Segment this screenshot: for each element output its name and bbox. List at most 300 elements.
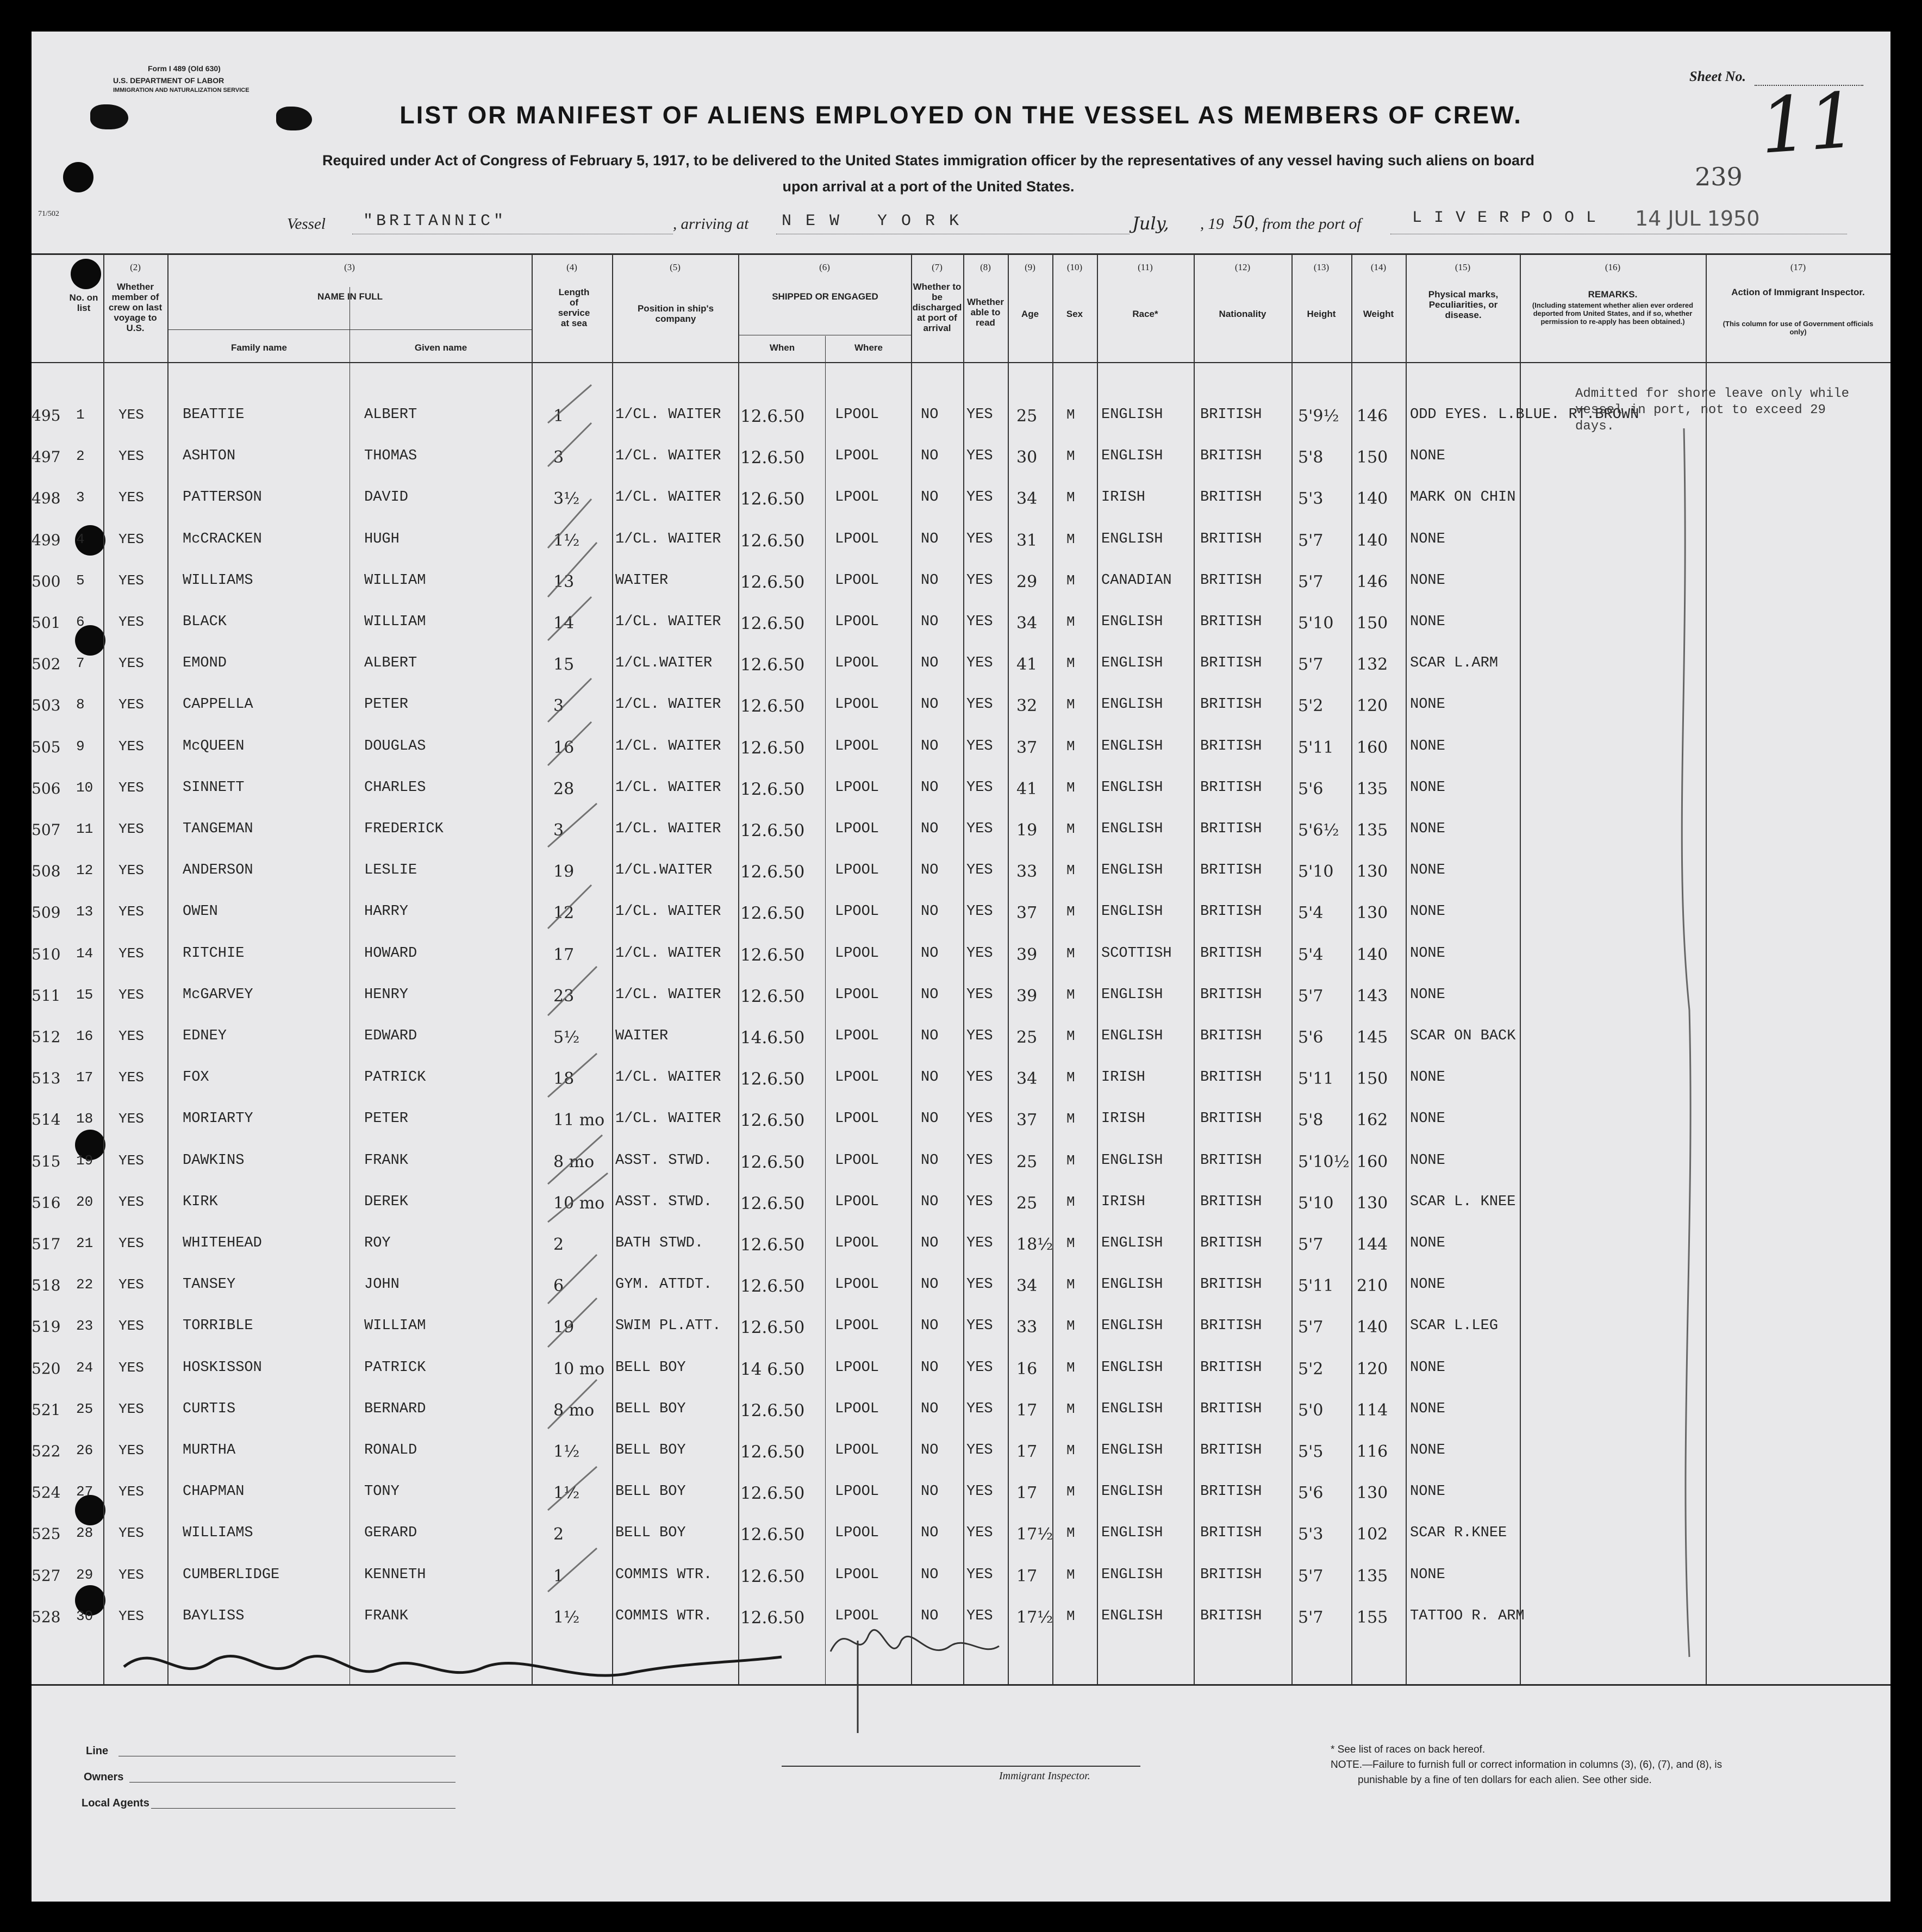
read-cell: YES [966,1235,993,1251]
prev-voyage-cell: YES [118,407,144,423]
weight-cell: 146 [1357,572,1388,591]
family-name-cell: CAPPELLA [183,696,253,713]
prev-voyage-cell: YES [118,1069,144,1086]
row-number: 11 [76,821,93,837]
discharge-cell: NO [921,821,939,837]
row-number: 17 [76,1069,93,1086]
prev-voyage-cell: YES [118,1276,144,1293]
nationality-cell: BRITISH [1200,1069,1262,1086]
family-name-cell: WILLIAMS [183,572,253,589]
height-cell: 5'4 [1298,945,1324,964]
race-cell: IRISH [1101,1069,1146,1086]
shipped-when-cell: 12.6.50 [740,1235,805,1255]
side-code: 71/502 [38,210,59,218]
weight-cell: 102 [1357,1525,1388,1544]
sex-cell: M [1066,738,1075,755]
read-cell: YES [966,738,993,755]
given-name-cell: DEREK [364,1194,409,1210]
service-tick [548,597,591,640]
subtitle-line-2: upon arrival at a port of the United States. [782,178,1075,195]
weight-cell: 130 [1357,862,1388,881]
row-number: 7 [76,655,85,671]
row-number: 30 [76,1608,93,1624]
row-number: 18 [76,1111,93,1127]
nationality-cell: BRITISH [1200,1484,1262,1500]
shipped-where-cell: LPOOL [835,1567,879,1583]
age-cell: 18½ [1016,1235,1053,1254]
prev-voyage-cell: YES [118,1028,144,1044]
weight-cell: 210 [1357,1276,1388,1295]
age-cell: 25 [1016,1194,1038,1213]
marks-cell: NONE [1410,738,1445,755]
row-number: 29 [76,1567,93,1583]
given-name-cell: THOMAS [364,448,417,464]
sex-cell: M [1066,1152,1075,1169]
service-cell: 3 [553,696,564,715]
col-head-remarks: REMARKS. [1588,289,1638,300]
race-cell: ENGLISH [1101,407,1163,423]
position-cell: 1/CL. WAITER [615,489,721,506]
position-cell: BELL BOY [615,1525,686,1541]
sheet-label: Sheet No. [1689,68,1746,84]
nationality-cell: BRITISH [1200,1152,1262,1169]
ref-number: 524 [32,1484,61,1501]
shipped-when-cell: 12.6.50 [740,1401,805,1420]
col-head-remarks-note: (Including statement whether alien ever ordered deported from United States, and if so, whether permission to re-apply has been obtained.) [1532,301,1694,326]
service-tick [548,1135,602,1184]
age-cell: 33 [1016,862,1038,881]
arrival-month: July, [1132,213,1169,234]
prev-voyage-cell: YES [118,1235,144,1251]
ref-number: 500 [32,572,61,590]
read-cell: YES [966,1194,993,1210]
service-cell: 15 [553,655,575,674]
position-cell: 1/CL. WAITER [615,1111,721,1127]
weight-cell: 130 [1357,903,1388,923]
read-cell: YES [966,1318,993,1334]
position-cell: COMMIS WTR. [615,1567,713,1583]
ref-number: 495 [32,407,61,425]
row-number: 1 [76,407,85,423]
ref-number: 520 [32,1360,61,1378]
position-cell: 1/CL. WAITER [615,614,721,630]
shipped-when-cell: 12.6.50 [740,489,805,509]
race-cell: ENGLISH [1101,738,1163,755]
service-cell: 1 [553,407,564,426]
age-cell: 17 [1016,1567,1038,1586]
service-cell: 14 [553,614,575,633]
given-name-cell: GERARD [364,1525,417,1541]
col-head-when: When [769,342,795,353]
remarks-note: Admitted for shore leave only while vessel in port, not to exceed 29 days. [1575,387,1850,434]
read-cell: YES [966,1608,993,1624]
given-name-cell: FRANK [364,1608,409,1624]
family-name-cell: CUMBERLIDGE [183,1567,280,1583]
prev-voyage-cell: YES [118,1525,144,1541]
shipped-where-cell: LPOOL [835,696,879,713]
prev-voyage-cell: YES [118,862,144,878]
prev-voyage-cell: YES [118,1484,144,1500]
weight-cell: 132 [1357,655,1388,674]
position-cell: 1/CL. WAITER [615,448,721,464]
position-cell: ASST. STWD. [615,1152,713,1169]
race-cell: ENGLISH [1101,821,1163,837]
vessel-name: "BRITANNIC" [363,212,507,230]
read-cell: YES [966,655,993,671]
row-number: 22 [76,1276,93,1293]
height-cell: 5'6 [1298,1028,1324,1047]
height-cell: 5'10 [1298,614,1334,633]
race-cell: ENGLISH [1101,987,1163,1003]
col-head-action-note: (This column for use of Government officials only) [1723,320,1874,336]
ref-number: 516 [32,1194,61,1212]
discharge-cell: NO [921,945,939,962]
shipped-where-cell: LPOOL [835,572,879,589]
col-head-service: Length of service at sea [558,287,590,328]
row-number: 13 [76,903,93,920]
height-cell: 5'6 [1298,1484,1324,1503]
height-cell: 5'9½ [1298,407,1339,426]
ref-number: 508 [32,862,61,880]
row-number: 28 [76,1525,93,1541]
service-tick [548,1255,597,1304]
family-name-cell: PATTERSON [183,489,262,506]
race-cell: ENGLISH [1101,1360,1163,1376]
read-cell: YES [966,903,993,920]
weight-cell: 155 [1357,1608,1388,1627]
marks-cell: NONE [1410,1276,1445,1293]
shipped-when-cell: 12.6.50 [740,1318,805,1337]
position-cell: 1/CL. WAITER [615,696,721,713]
age-cell: 17½ [1016,1608,1053,1627]
weight-cell: 150 [1357,614,1388,633]
nationality-cell: BRITISH [1200,1028,1262,1044]
age-cell: 17 [1016,1401,1038,1420]
shipped-where-cell: LPOOL [835,738,879,755]
discharge-cell: NO [921,738,939,755]
sex-cell: M [1066,1567,1075,1583]
race-cell: ENGLISH [1101,780,1163,796]
prev-voyage-cell: YES [118,489,144,506]
age-cell: 29 [1016,572,1038,591]
service-tick [548,543,597,597]
shipped-where-cell: LPOOL [835,780,879,796]
service-cell: 1½ [553,1608,580,1627]
discharge-cell: NO [921,1194,939,1210]
shipped-when-cell: 12.6.50 [740,903,805,923]
service: IMMIGRATION AND NATURALIZATION SERVICE [113,87,249,94]
manifest-sheet [32,32,1890,1902]
race-cell: ENGLISH [1101,1235,1163,1251]
weight-cell: 130 [1357,1194,1388,1213]
shipped-when-cell: 14.6.50 [740,1028,805,1048]
nationality-cell: BRITISH [1200,738,1262,755]
shipped-when-cell: 12.6.50 [740,407,805,426]
race-cell: ENGLISH [1101,1276,1163,1293]
height-cell: 5'7 [1298,531,1324,550]
ref-number: 501 [32,614,61,632]
height-cell: 5'7 [1298,1235,1324,1254]
race-cell: ENGLISH [1101,1567,1163,1583]
given-name-cell: HUGH [364,531,400,547]
read-cell: YES [966,489,993,506]
given-name-cell: ALBERT [364,407,417,423]
nationality-cell: BRITISH [1200,903,1262,920]
department: U.S. DEPARTMENT OF LABOR [113,76,224,85]
sex-cell: M [1066,407,1075,423]
discharge-cell: NO [921,903,939,920]
col-num-4: (4) [566,262,577,272]
discharge-cell: NO [921,1152,939,1169]
marks-cell: SCAR L.ARM [1410,655,1499,671]
family-name-cell: WHITEHEAD [183,1235,262,1251]
height-cell: 5'11 [1298,1069,1334,1088]
row-number: 14 [76,945,93,962]
shipped-where-cell: LPOOL [835,1111,879,1127]
ref-number: 518 [32,1276,61,1294]
family-name-cell: TANGEMAN [183,821,253,837]
discharge-cell: NO [921,1484,939,1500]
row-number: 27 [76,1484,93,1500]
position-cell: GYM. ATTDT. [615,1276,713,1293]
position-cell: 1/CL. WAITER [615,945,721,962]
ref-number: 521 [32,1401,61,1419]
age-cell: 17½ [1016,1525,1053,1544]
col-num-14: (14) [1370,262,1387,272]
sex-cell: M [1066,987,1075,1003]
sex-cell: M [1066,1276,1075,1293]
page-title: LIST OR MANIFEST OF ALIENS EMPLOYED ON THE VESSEL AS MEMBERS OF CREW. [400,101,1522,129]
shipped-when-cell: 12.6.50 [740,738,805,758]
service-tick [548,1298,597,1347]
discharge-cell: NO [921,1567,939,1583]
sex-cell: M [1066,614,1075,630]
age-cell: 34 [1016,489,1038,508]
age-cell: 19 [1016,821,1038,840]
row-number: 23 [76,1318,93,1334]
age-cell: 30 [1016,448,1038,467]
height-cell: 5'7 [1298,987,1324,1006]
shipped-when-cell: 12.6.50 [740,614,805,633]
marks-cell: NONE [1410,1484,1445,1500]
nationality-cell: BRITISH [1200,821,1262,837]
inspector-label: Immigrant Inspector. [999,1770,1090,1782]
position-cell: 1/CL. WAITER [615,738,721,755]
prev-voyage-cell: YES [118,1608,144,1624]
weight-cell: 150 [1357,448,1388,467]
ref-number: 517 [32,1235,61,1253]
service-cell: 1½ [553,1484,580,1503]
remarks-bracket-line [1682,428,1690,1657]
marks-cell: SCAR L.LEG [1410,1318,1499,1334]
height-cell: 5'0 [1298,1401,1324,1420]
nationality-cell: BRITISH [1200,1318,1262,1334]
prev-voyage-cell: YES [118,572,144,589]
marks-cell: MARK ON CHIN [1410,489,1516,506]
shipped-where-cell: LPOOL [835,531,879,547]
col-head-action: Action of Immigrant Inspector. [1731,287,1865,297]
col-head-given: Given name [414,342,467,353]
family-name-cell: CURTIS [183,1401,236,1417]
race-cell: IRISH [1101,489,1146,506]
shipped-when-cell: 12.6.50 [740,1525,805,1544]
nationality-cell: BRITISH [1200,572,1262,589]
service-cell: 1½ [553,531,580,550]
height-cell: 5'7 [1298,1318,1324,1337]
position-cell: WAITER [615,1028,669,1044]
family-name-cell: BLACK [183,614,227,630]
discharge-cell: NO [921,862,939,878]
read-cell: YES [966,572,993,589]
sex-cell: M [1066,1484,1075,1500]
prev-voyage-cell: YES [118,1111,144,1127]
service-cell: 1½ [553,1442,580,1461]
family-name-cell: BEATTIE [183,407,245,423]
service-cell: 1 [553,1567,564,1586]
nationality-cell: BRITISH [1200,1442,1262,1459]
service-cell: 8 mo [553,1152,595,1171]
sex-cell: M [1066,1111,1075,1127]
discharge-cell: NO [921,696,939,713]
ref-number: 528 [32,1608,61,1626]
marks-cell: NONE [1410,1567,1445,1583]
shipped-where-cell: LPOOL [835,1152,879,1169]
prev-voyage-cell: YES [118,531,144,547]
discharge-cell: NO [921,1318,939,1334]
position-cell: 1/CL. WAITER [615,821,721,837]
closing-squiggle [124,1656,782,1675]
position-cell: 1/CL. WAITER [615,531,721,547]
col-head-family: Family name [231,342,287,353]
discharge-cell: NO [921,780,939,796]
position-cell: 1/CL. WAITER [615,987,721,1003]
discharge-cell: NO [921,572,939,589]
race-cell: ENGLISH [1101,448,1163,464]
family-name-cell: MURTHA [183,1442,236,1459]
read-cell: YES [966,821,993,837]
service-tick [548,499,591,548]
given-name-cell: HARRY [364,903,409,920]
date-stamp: 14 JUL 1950 [1635,207,1760,230]
given-name-cell: WILLIAM [364,614,426,630]
owners-label: Owners [84,1771,124,1783]
footer-note-3: punishable by a fine of ten dollars for each alien. See other side. [1358,1774,1652,1786]
shipped-where-cell: LPOOL [835,1028,879,1044]
family-name-cell: KIRK [183,1194,218,1210]
age-cell: 39 [1016,987,1038,1006]
row-number: 24 [76,1360,93,1376]
shipped-where-cell: LPOOL [835,1608,879,1624]
read-cell: YES [966,862,993,878]
read-cell: YES [966,614,993,630]
read-cell: YES [966,1069,993,1086]
marks-cell: NONE [1410,614,1445,630]
line-label: Line [86,1745,109,1757]
service-tick [548,1548,597,1592]
marks-cell: NONE [1410,821,1445,837]
service-tick [548,1054,597,1097]
service-cell: 10 mo [553,1360,605,1379]
row-number: 15 [76,987,93,1003]
position-cell: 1/CL. WAITER [615,1069,721,1086]
position-cell: ASST. STWD. [615,1194,713,1210]
discharge-cell: NO [921,531,939,547]
family-name-cell: MORIARTY [183,1111,253,1127]
sex-cell: M [1066,1069,1075,1086]
shipped-when-cell: 12.6.50 [740,780,805,799]
ref-number: 510 [32,945,61,963]
ref-number: 515 [32,1152,61,1170]
height-cell: 5'8 [1298,1111,1324,1130]
shipped-where-cell: LPOOL [835,1360,879,1376]
age-cell: 34 [1016,614,1038,633]
nationality-cell: BRITISH [1200,945,1262,962]
shipped-when-cell: 12.6.50 [740,531,805,551]
discharge-cell: NO [921,1069,939,1086]
prev-voyage-cell: YES [118,1318,144,1334]
agents-label: Local Agents [82,1797,149,1809]
shipped-when-cell: 12.6.50 [740,1608,805,1628]
nationality-cell: BRITISH [1200,1608,1262,1624]
race-cell: IRISH [1101,1194,1146,1210]
weight-cell: 140 [1357,489,1388,508]
col-num-13: (13) [1313,262,1330,272]
family-name-cell: TANSEY [183,1276,236,1293]
ref-number: 502 [32,655,61,673]
read-cell: YES [966,780,993,796]
nationality-cell: BRITISH [1200,614,1262,630]
sex-cell: M [1066,1608,1075,1624]
given-name-cell: HENRY [364,987,409,1003]
nationality-cell: BRITISH [1200,1525,1262,1541]
given-name-cell: LESLIE [364,862,417,878]
position-cell: 1/CL. WAITER [615,903,721,920]
ref-number: 506 [32,780,61,797]
age-cell: 17 [1016,1442,1038,1461]
age-cell: 34 [1016,1276,1038,1295]
position-cell: BELL BOY [615,1484,686,1500]
height-cell: 5'10½ [1298,1152,1350,1171]
discharge-cell: NO [921,614,939,630]
marks-cell: SCAR L. KNEE [1410,1194,1516,1210]
shipped-where-cell: LPOOL [835,862,879,878]
row-number: 4 [76,531,85,547]
marks-cell: SCAR ON BACK [1410,1028,1516,1044]
service-tick [548,885,591,928]
ref-number: 505 [32,738,61,756]
given-name-cell: ROY [364,1235,391,1251]
race-cell: ENGLISH [1101,1152,1163,1169]
col-head-where: Where [854,342,883,353]
row-number: 6 [76,614,85,630]
family-name-cell: OWEN [183,903,218,920]
read-cell: YES [966,696,993,713]
nationality-cell: BRITISH [1200,1276,1262,1293]
read-cell: YES [966,1401,993,1417]
sex-cell: M [1066,945,1075,962]
service-cell: 2 [553,1525,564,1544]
vessel-label: Vessel [287,215,326,233]
service-tick [548,1380,597,1429]
marks-cell: NONE [1410,1401,1445,1417]
sex-cell: M [1066,696,1075,713]
col-num-2: (2) [130,262,141,272]
prev-voyage-cell: YES [118,1401,144,1417]
service-tick [548,967,597,1015]
col-num-7: (7) [932,262,943,272]
sex-cell: M [1066,1401,1075,1417]
arriving-label: , arriving at [673,215,749,233]
